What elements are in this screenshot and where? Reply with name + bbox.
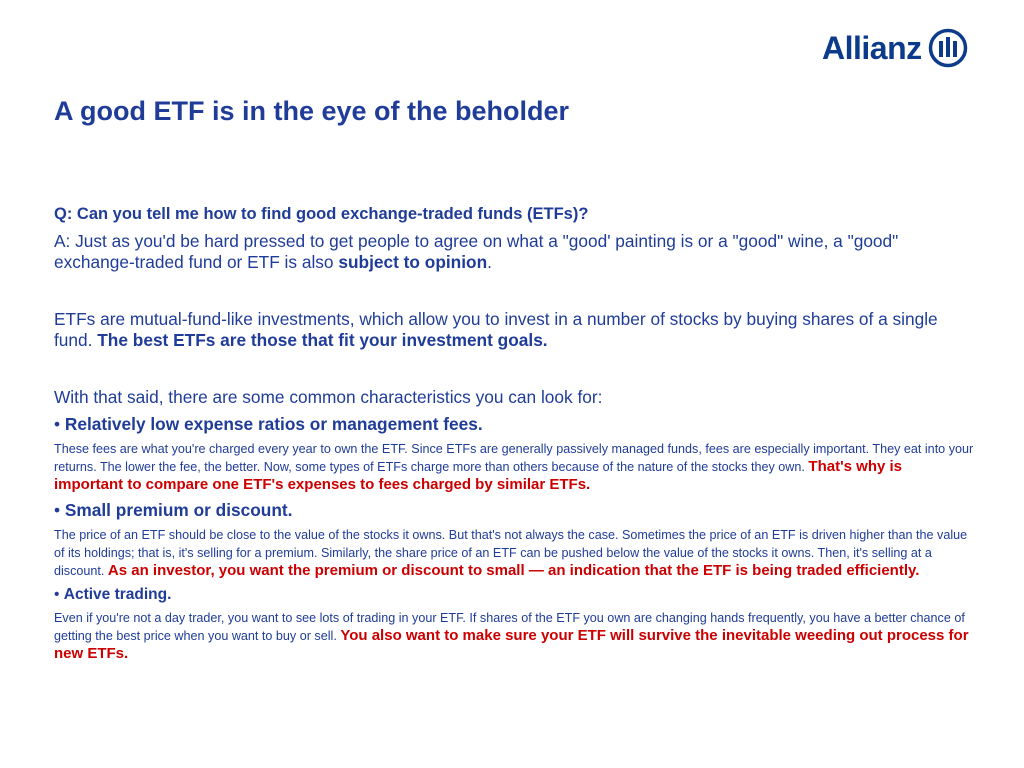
bullet-heading-text: Small premium or discount. [64,500,293,520]
question: Q: Can you tell me how to find good exchange-traded funds (ETFs)? [54,205,589,223]
bullet-heading-trading [54,586,974,604]
detail-highlight: As an investor, you want the premium or discount to small — an indication that the ETF is being traded efficiently. [107,562,920,579]
allianz-mark-icon [928,28,968,68]
etf-description-paragraph [54,309,974,351]
slide-title: A good ETF is in the eye of the beholder [54,96,570,126]
bullet-detail-trading [54,609,974,663]
answer-end: . [487,252,492,272]
bullet-heading-text: Active trading. [63,586,172,603]
bullet-detail-fees [54,440,974,494]
detail-highlight: You also want to make sure your ETF will survive the inevitable weeding out process for new ETFs. [54,627,969,662]
detail-text: Even if you're not a day trader, you want to see lots of trading in your ETF. If shares of the ETF you own are changing hands frequently, you have a better chance of getting the best price when you want to buy or sell. [54,611,965,643]
answer-paragraph [54,231,974,273]
bullet-detail-premium [54,526,974,580]
logo-wordmark: Allianz [822,29,922,66]
para2-text: ETFs are mutual-fund-like investments, which allow you to invest in a number of stocks by buying shares of a single fund. [54,309,938,350]
answer-text: A: Just as you'd be hard pressed to get people to agree on what a "good' painting is or a "good" wine, a "good" exchange-traded fund or ETF is also [54,231,899,272]
answer-bold: subject to opinion [338,252,488,272]
bullet-dot-icon: • [54,414,61,434]
slide-content [54,205,974,669]
characteristics-intro: With that said, there are some common characteristics you can look for: [54,387,603,407]
detail-text: The price of an ETF should be close to the value of the stocks it owns. But that's not always the case. Sometimes the price of an ETF is driven higher than the value of its holdings; that is, it's selling for a premium. Similarly, the share price of an ETF can be pushed below the value of the stocks it owns. Then, it's selling at a discount. [54,528,968,578]
bullet-heading-fees [54,414,974,435]
bullet-heading-premium [54,500,974,521]
para2-bold: The best ETFs are those that fit your investment goals. [97,330,548,350]
bullet-dot-icon: • [54,500,61,520]
bullet-heading-text: Relatively low expense ratios or management fees. [64,414,483,434]
detail-highlight: That's why is important to compare one ETF's expenses to fees charged by similar ETFs. [54,458,902,493]
allianz-logo [822,28,968,68]
detail-text: These fees are what you're charged every year to own the ETF. Since ETFs are generally passively managed funds, fees are especially important. They eat into your returns. The lower the fee, the better. Now, some types of ETFs charge more than others because of the nature of the stocks they own. [54,442,974,474]
bullet-dot-icon: • [54,586,60,603]
